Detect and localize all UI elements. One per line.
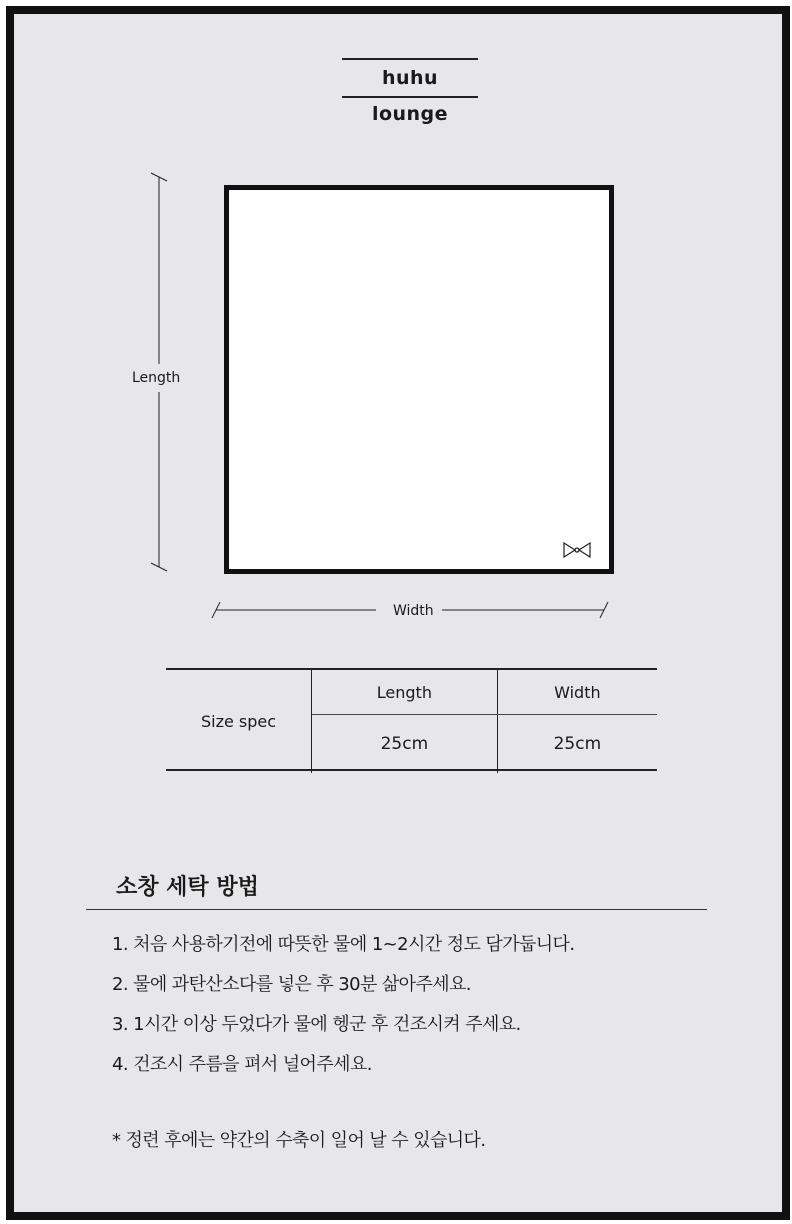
width-label: Width — [389, 603, 438, 619]
care-step: 4. 건조시 주름을 펴서 널어주세요. — [112, 1054, 372, 1075]
table-header-row — [166, 670, 657, 715]
table-bottom-rule — [166, 769, 657, 771]
size-spec-table — [166, 670, 657, 773]
care-title-rule — [86, 909, 707, 910]
header-length: Length — [312, 670, 498, 715]
page-frame — [6, 6, 790, 1220]
cloth-square — [224, 185, 614, 574]
bow-tie-icon — [562, 541, 592, 559]
care-step: 2. 물에 과탄산소다를 넣은 후 30분 삶아주세요. — [112, 974, 471, 995]
care-title: 소창 세탁 방법 — [116, 875, 259, 900]
size-spec-label: Size spec — [166, 670, 312, 773]
value-width: 25cm — [553, 734, 602, 754]
care-steps — [112, 931, 574, 1091]
care-note: * 정련 후에는 약간의 수축이 일어 날 수 있습니다. — [112, 1130, 486, 1151]
care-step: 3. 1시간 이상 두었다가 물에 헹군 후 건조시켜 주세요. — [112, 1014, 521, 1035]
care-step: 1. 처음 사용하기전에 따뜻한 물에 1~2시간 정도 담가둡니다. — [112, 934, 575, 955]
header-width: Width — [497, 670, 657, 715]
value-length: 25cm — [312, 715, 498, 774]
length-label: Length — [128, 370, 184, 386]
brand-logo: huhu lounge — [342, 58, 478, 98]
